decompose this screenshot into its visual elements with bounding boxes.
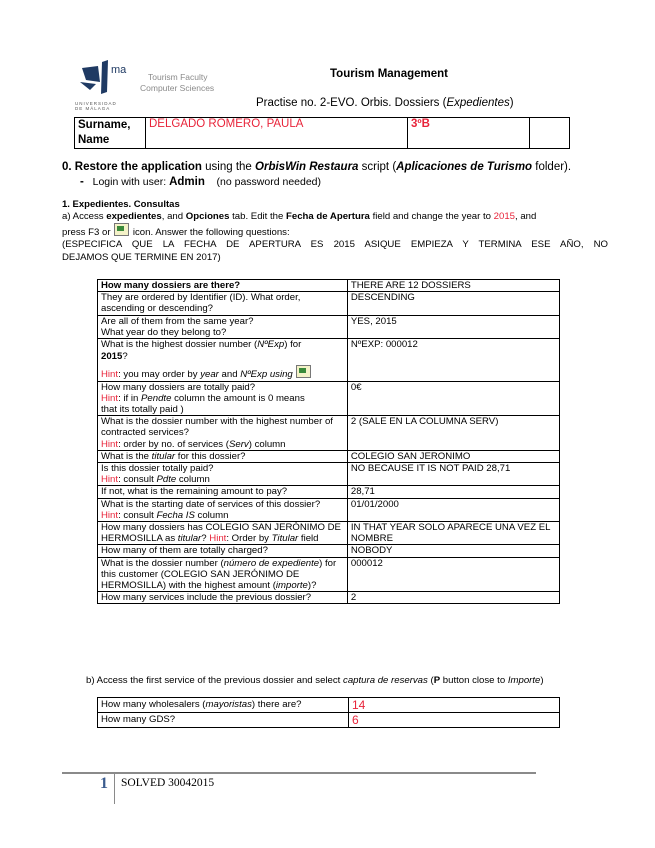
reservations-table [97,697,560,728]
table-row: How many GDS? 6 [98,713,560,728]
questions-table [97,279,560,604]
empty-cell [530,118,570,149]
faculty-names [140,72,215,94]
table-row: How many of them are totally charged? NOBODY [98,545,560,557]
logo-text: ma [111,64,127,76]
footer-text: SOLVED 30042015 [121,777,215,789]
table-row: How many wholesalers (mayoristas) there are? 14 [98,698,560,713]
table-row: What is the starting date of services of this dossier? Hint: consult Fecha IS column 01/01/2000 [98,498,560,521]
surname-name-label: Surname, Name [75,118,146,149]
note-line-1: (ESPECIFICA QUE LA FECHA DE APERTURA ES 2015 ASIQUE EMPIEZA Y TERMINA ESE AÑO, NO [62,239,608,251]
table-row: How many dossiers are totally paid? Hint: if in Pendte column the amount is 0 means that its totally paid ) 0€ [98,381,560,416]
table-row: How many dossiers has COLEGIO SAN JERÓNIMO DE HERMOSILLA as titular? Hint: Order by Titular field IN THAT YEAR SOLO APARECE UNA VEZ EL NOMBRE [98,521,560,544]
course-title: Tourism Management [330,68,448,80]
section-0-restore: 0. Restore the application using the OrbisWin Restaura script (Aplicaciones de Turismo folder). [62,161,572,173]
section-1-title: 1. Expedientes. Consultas [62,199,180,210]
page-number: 1 [100,775,108,792]
footer-divider [62,772,536,774]
note-line-2: DEJAMOS QUE TERMINE EN 2017) [62,251,221,263]
table-row: What is the dossier number (número de expediente) for this customer (COLEGIO SAN JERÓNIMO DE HERMOSILLA) with the highest amount (importe)? 000012 [98,557,560,592]
table-row: What is the dossier number with the highest number of contracted services? Hint: order by no. of services (Serv) column 2 (SALE EN LA COLUMNA SERV) [98,416,560,451]
table-row: If not, what is the remaining amount to pay? 28,71 [98,486,560,498]
table-row: They are ordered by Identifier (ID). What order, ascending or descending? DESCENDING [98,292,560,315]
login-instruction: - Login with user: Admin (no password needed) [80,176,322,188]
practise-title: Practise no. 2-EVO. Orbis. Dossiers (Expedientes) [256,97,514,109]
faculty-line-2: Computer Sciences [140,83,215,93]
university-name: UNIVERSIDAD DE MÁLAGA [75,101,117,111]
table-row: Is this dossier totally paid? Hint: consult Pdte column NO BECAUSE IT IS NOT PAID 28,71 [98,462,560,485]
section-1-instructions: a) Access expedientes, and Opciones tab. Edit the Fecha de Apertura field and change the year to 2015, and press F3 or icon. Answer the following questions: (ESPECIFICA QUE LA FECHA DE APERTURA ES 2015 ASIQUE EMPIEZA Y TERMINA ESE AÑO, NO DEJAMOS QUE TERMINE EN 2017) [62,211,608,263]
student-table [74,117,570,149]
search-toolbar-icon [296,365,311,378]
table-row: How many services include the previous dossier? 2 [98,592,560,604]
search-toolbar-icon [114,223,129,236]
section-b-instructions: b) Access the first service of the previous dossier and select captura de reservas (P button close to Importe) [86,675,544,686]
footer-separator [114,774,115,804]
faculty-line-1: Tourism Faculty [148,72,208,82]
student-name: DELGADO ROMERO, PAULA [146,118,408,149]
table-row: What is the titular for this dossier? COLEGIO SAN JERONIMO [98,450,560,462]
table-row: What is the highest dossier number (NºExp) for 2015? Hint: you may order by year and NºExp using NºEXP: 000012 [98,339,560,382]
student-group: 3ºB [408,118,530,149]
table-row: How many dossiers are there? THERE ARE 12 DOSSIERS [98,280,560,292]
table-row: Are all of them from the same year? What year do they belong to? YES, 2015 [98,315,560,338]
